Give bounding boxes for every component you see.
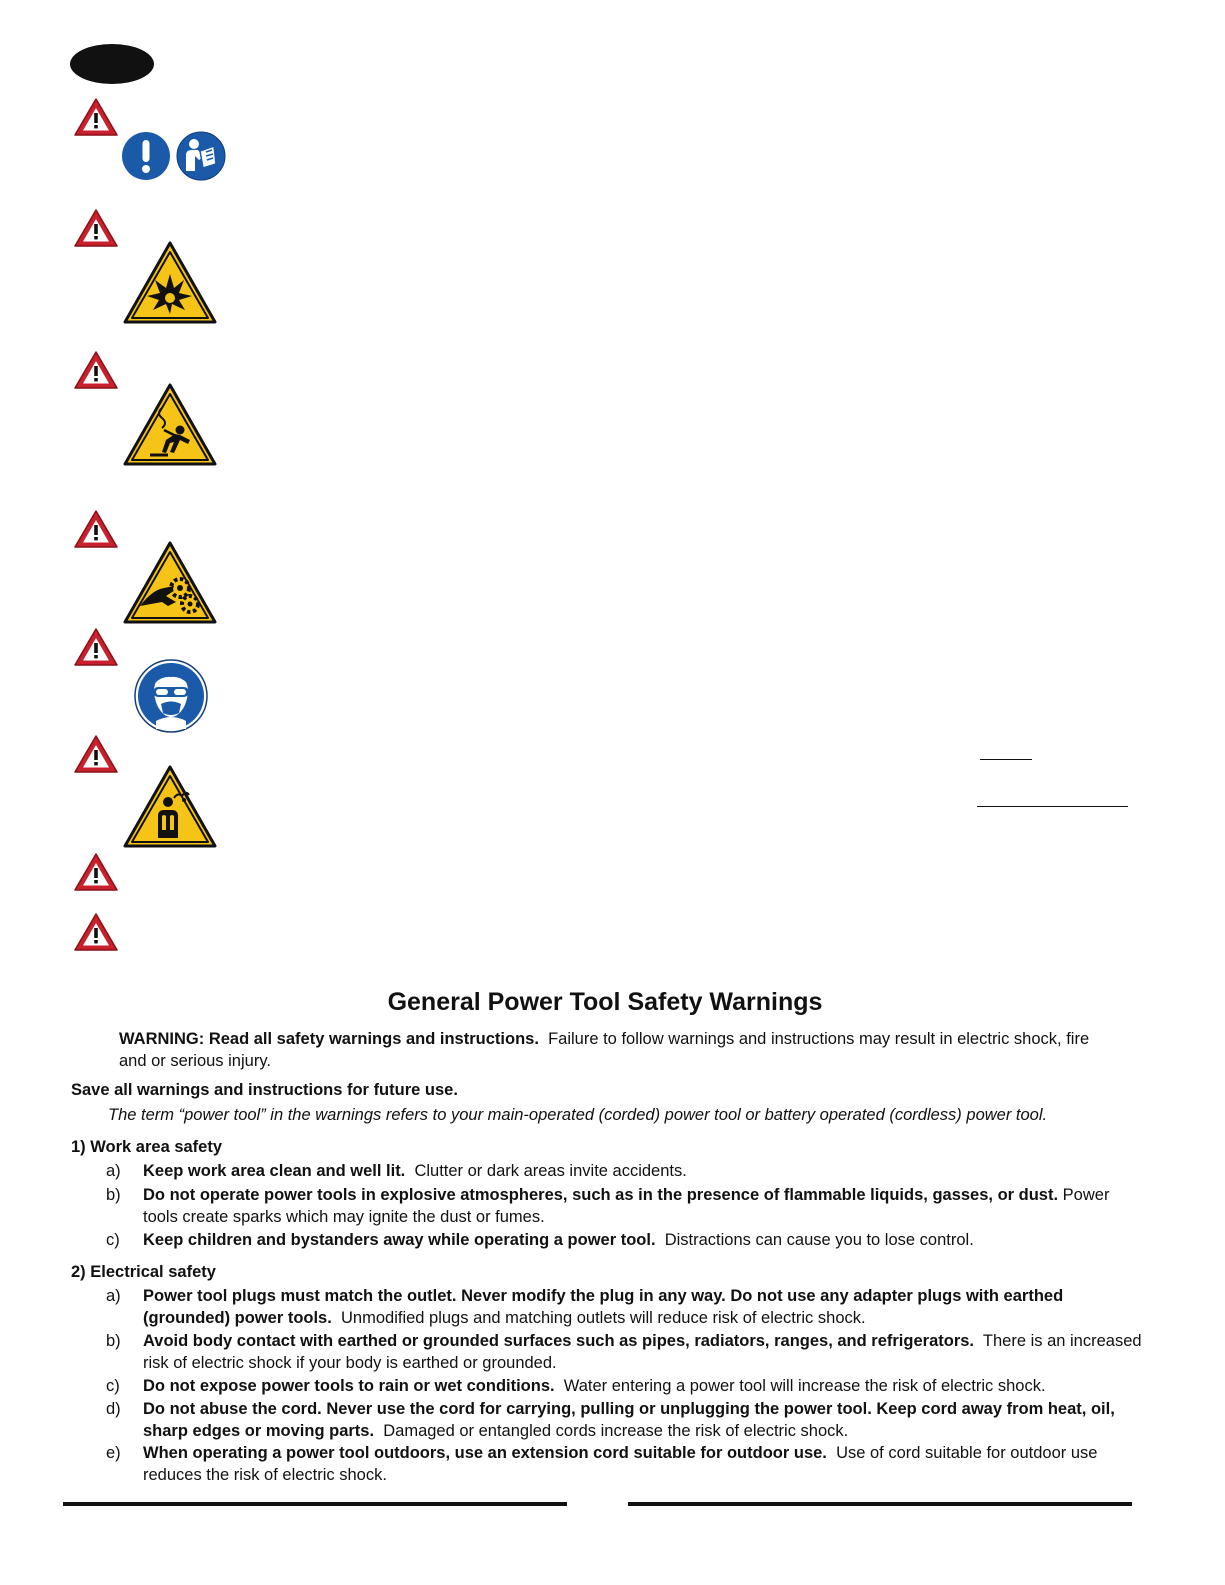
language-tab — [70, 44, 154, 84]
list-item-text: There is an increased risk of electric shock if your body is earthed or grounded. — [143, 1332, 1142, 1372]
list-item-letter: b) — [106, 1186, 121, 1204]
list-item-letter: d) — [106, 1400, 121, 1418]
list-item — [106, 1184, 1146, 1228]
list-item-text: Power tools create sparks which may ignite the dust or fumes. — [143, 1186, 1110, 1226]
list-item — [106, 1442, 1146, 1486]
list-item-letter: c) — [106, 1377, 120, 1395]
warning-triangle-icon — [73, 627, 119, 667]
list-item-text: Clutter or dark areas invite accidents. — [414, 1162, 687, 1180]
page-title: General Power Tool Safety Warnings — [387, 988, 823, 1016]
fall-hazard-icon — [122, 382, 218, 468]
warning-intro-bold: WARNING: Read all safety warnings and instructions. — [119, 1030, 539, 1048]
entanglement-hazard-icon — [122, 540, 218, 626]
list-item-bold: Do not operate power tools in explosive atmospheres, such as in the presence of flammable liquids, gasses, or dust. — [143, 1186, 1059, 1204]
list-item-text: Distractions can cause you to lose control. — [664, 1231, 974, 1249]
list-item-letter: e) — [106, 1444, 121, 1462]
list-item-letter: a) — [106, 1287, 121, 1305]
underline — [977, 806, 1128, 807]
warning-triangle-icon — [73, 208, 119, 248]
read-manual-icon — [176, 131, 226, 181]
warning-triangle-icon — [73, 912, 119, 952]
list-item-letter: c) — [106, 1231, 120, 1249]
list-item-text: Damaged or entangled cords increase the risk of electric shock. — [383, 1422, 849, 1440]
respiratory-hazard-icon — [122, 764, 218, 850]
footer-rule-left — [63, 1502, 567, 1506]
list-item-bold: Keep work area clean and well lit. — [143, 1162, 406, 1180]
warning-triangle-icon — [73, 350, 119, 390]
footer-rule-right — [628, 1502, 1132, 1506]
list-item-text: Use of cord suitable for outdoor use reduces the risk of electric shock. — [143, 1444, 1098, 1484]
warning-triangle-icon — [73, 509, 119, 549]
list-item-bold: Do not expose power tools to rain or wet conditions. — [143, 1377, 555, 1395]
mandatory-action-icon — [121, 131, 171, 181]
warning-triangle-icon — [73, 852, 119, 892]
list-item-text: Unmodified plugs and matching outlets will reduce risk of electric shock. — [341, 1309, 866, 1327]
warning-intro-text: Failure to follow warnings and instructions may result in electric shock, fire and or serious injury. — [119, 1030, 1090, 1070]
list-item — [106, 1229, 1146, 1251]
warning-intro — [119, 1028, 1109, 1072]
section-title: 2) Electrical safety — [71, 1263, 216, 1281]
list-item-bold: Power tool plugs must match the outlet. Never modify the plug in any way. Do not use any adapter plugs with earthed (grounded) power tools. — [143, 1287, 1064, 1327]
list-item-bold: When operating a power tool outdoors, use an extension cord suitable for outdoor use. — [143, 1444, 827, 1462]
list-item — [106, 1398, 1146, 1442]
list-item-letter: b) — [106, 1332, 121, 1350]
list-item — [106, 1285, 1146, 1329]
term-note: The term “power tool” in the warnings refers to your main-operated (corded) power tool or battery operated (cordless) power tool. — [108, 1106, 1048, 1124]
warning-triangle-icon — [73, 734, 119, 774]
list-item — [106, 1375, 1146, 1397]
list-item-bold: Do not abuse the cord. Never use the cord for carrying, pulling or unplugging the power tool. Keep cord away from heat, oil, sharp edges or moving parts. — [143, 1400, 1115, 1440]
underline — [980, 759, 1032, 760]
list-item — [106, 1160, 1146, 1182]
list-item-bold: Keep children and bystanders away while operating a power tool. — [143, 1231, 656, 1249]
list-item-bold: Avoid body contact with earthed or grounded surfaces such as pipes, radiators, ranges, and refrigerators. — [143, 1332, 975, 1350]
list-item-text: Water entering a power tool will increase the risk of electric shock. — [563, 1377, 1046, 1395]
save-note: Save all warnings and instructions for future use. — [71, 1081, 458, 1099]
explosion-hazard-icon — [122, 240, 218, 326]
eye-respiratory-protection-icon — [134, 659, 208, 733]
list-item-letter: a) — [106, 1162, 121, 1180]
warning-triangle-icon — [73, 97, 119, 137]
list-item — [106, 1330, 1146, 1374]
section-title: 1) Work area safety — [71, 1138, 223, 1156]
